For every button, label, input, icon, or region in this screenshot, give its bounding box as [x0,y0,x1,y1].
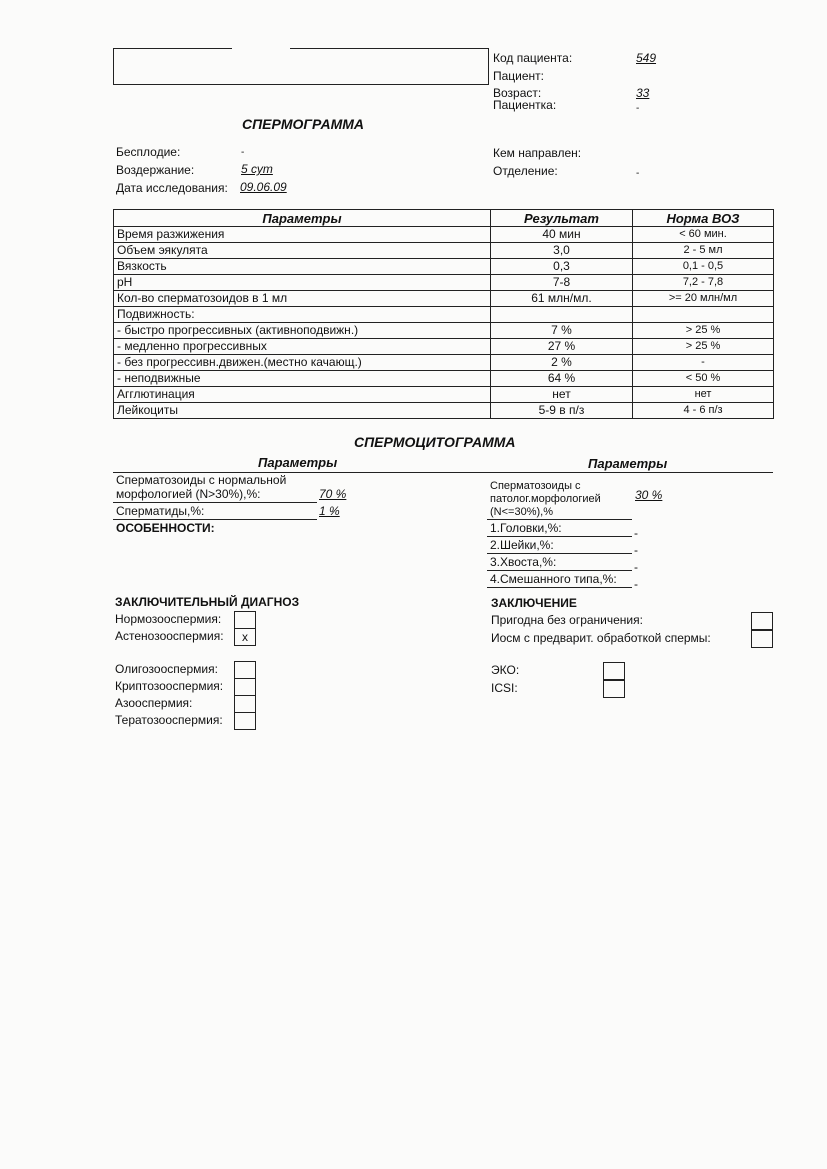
diagnosis-item-label: Нормозооспермия: [115,612,222,626]
patient-label: Пациент: [493,69,545,83]
path-morph-line [487,519,632,520]
result-cell [491,307,633,323]
header-norm: Норма ВОЗ [633,210,774,227]
cyto-right-header: Параметры [588,456,668,471]
table-row [114,227,774,243]
param-cell: Агглютинация [114,387,491,403]
table-row [114,403,774,419]
infertility-value: - [241,147,245,158]
result-cell: нет [491,387,633,403]
age-value: 33 [636,86,650,100]
normal-morph-label-1: Сперматозоиды с нормальной [116,473,287,487]
norm-cell: - [633,355,774,371]
conclusion-item-label: Пригодна без ограничения: [491,613,643,627]
diagnosis-item-label: Астенозооспермия: [115,629,224,643]
norm-cell [633,307,774,323]
date-label: Дата исследования: [116,181,228,195]
param-cell: - без прогрессивн.движен.(местно качающ.) [114,355,491,371]
norm-cell: >= 20 млн/мл [633,291,774,307]
morphology-item-label: 2.Шейки,%: [490,538,554,552]
norm-cell: > 25 % [633,323,774,339]
diagnosis-title: ЗАКЛЮЧИТЕЛЬНЫЙ ДИАГНОЗ [115,595,300,609]
department-value: - [636,168,640,179]
result-cell: 61 млн/мл. [491,291,633,307]
conclusion-item-label: ЭКО: [491,663,520,677]
diagnosis-item-label: Криптозооспермия: [115,679,224,693]
header-box-gap [232,45,290,51]
result-cell: 3,0 [491,243,633,259]
conclusion-item-checkbox[interactable] [603,680,625,698]
conclusion-item-label: ICSI: [491,681,518,695]
table-row [114,323,774,339]
conclusion-item-checkbox[interactable] [751,630,773,648]
morphology-item-value: - [634,560,638,574]
header-params: Параметры [114,210,491,227]
morphology-item-line [487,553,632,554]
morphology-item-value: - [634,543,638,557]
abstinence-value: 5 сут [241,162,273,176]
conclusion-title: ЗАКЛЮЧЕНИЕ [491,596,577,610]
norm-cell: < 50 % [633,371,774,387]
normal-morph-line [113,502,317,503]
header-blank-box [113,48,489,85]
norm-cell: < 60 мин. [633,227,774,243]
table-row [114,355,774,371]
param-cell: - неподвижные [114,371,491,387]
morphology-item-label: 1.Головки,%: [490,521,562,535]
department-label: Отделение: [493,164,558,178]
diagnosis-item-checkbox[interactable] [234,678,256,696]
diagnosis-item-checkbox[interactable] [234,712,256,730]
norm-cell: 0,1 - 0,5 [633,259,774,275]
param-cell: Лейкоциты [114,403,491,419]
infertility-label: Бесплодие: [116,145,181,159]
conclusion-item-checkbox[interactable] [751,612,773,630]
diagnosis-item-checkbox[interactable] [234,695,256,713]
result-cell: 7 % [491,323,633,339]
patient-female-label: Пациентка: [493,98,557,112]
morphology-item-label: 3.Хвоста,%: [490,555,557,569]
result-cell: 7-8 [491,275,633,291]
table-row [114,275,774,291]
spermatids-value: 1 % [319,504,340,518]
table-row [114,387,774,403]
morphology-item-line [487,536,632,537]
diagnosis-item-label: Олигозооспермия: [115,662,218,676]
result-cell: 64 % [491,371,633,387]
diagnosis-item-checkbox[interactable] [234,611,256,629]
table-row [114,339,774,355]
result-cell: 5-9 в п/з [491,403,633,419]
morphology-item-line [487,587,632,588]
conclusion-item-checkbox[interactable] [603,662,625,680]
diagnosis-item-label: Азооспермия: [115,696,193,710]
param-cell: pH [114,275,491,291]
table-row [114,291,774,307]
param-cell: Подвижность: [114,307,491,323]
param-cell: Кол-во сперматозоидов в 1 мл [114,291,491,307]
norm-cell: 2 - 5 мл [633,243,774,259]
path-morph-label-3: (N<=30%),% [490,506,553,518]
table-header-row [114,210,774,227]
referred-label: Кем направлен: [493,146,582,160]
norm-cell: 4 - 6 п/з [633,403,774,419]
morphology-item-line [487,570,632,571]
normal-morph-label-2: морфологией (N>30%),%: [116,487,261,501]
morphology-item-value: - [634,526,638,540]
morphology-item-value: - [634,577,638,591]
param-cell: - быстро прогрессивных (активноподвижн.) [114,323,491,339]
patient-code-value: 549 [636,51,657,65]
patient-female-value: - [636,103,640,114]
patient-code-label: Код пациента: [493,51,573,65]
age-label: Возраст: [493,86,542,100]
header-result: Результат [491,210,633,227]
spermatids-line [113,519,317,520]
cyto-left-header: Параметры [258,455,338,470]
norm-cell: > 25 % [633,339,774,355]
cytogram-title: СПЕРМОЦИТОГРАММА [354,434,516,450]
normal-morph-value: 70 % [319,487,347,501]
table-row [114,243,774,259]
param-cell: Время разжижения [114,227,491,243]
table-row [114,307,774,323]
table-row [114,259,774,275]
table-row [114,371,774,387]
norm-cell: 7,2 - 7,8 [633,275,774,291]
diagnosis-item-label: Тератозооспермия: [115,713,223,727]
diagnosis-item-checkbox[interactable]: x [234,628,256,646]
conclusion-item-label: Иосм с предварит. обработкой спермы: [491,631,711,645]
param-cell: Вязкость [114,259,491,275]
param-cell: Объем эякулята [114,243,491,259]
spermatids-label: Сперматиды,%: [116,504,205,518]
result-cell: 40 мин [491,227,633,243]
diagnosis-item-checkbox[interactable] [234,661,256,679]
path-morph-label-1: Сперматозоиды с [490,480,581,492]
result-cell: 27 % [491,339,633,355]
morphology-item-label: 4.Смешанного типа,%: [490,572,617,586]
path-morph-value: 30 % [635,488,663,502]
result-cell: 2 % [491,355,633,371]
param-cell: - медленно прогрессивных [114,339,491,355]
spermogram-table [113,209,774,419]
result-cell: 0,3 [491,259,633,275]
abstinence-label: Воздержание: [116,163,195,177]
page-title: СПЕРМОГРАММА [242,116,365,132]
features-label: ОСОБЕННОСТИ: [116,521,215,535]
norm-cell: нет [633,387,774,403]
path-morph-label-2: патолог.морфологией [490,493,601,505]
date-value: 09.06.09 [240,180,287,194]
